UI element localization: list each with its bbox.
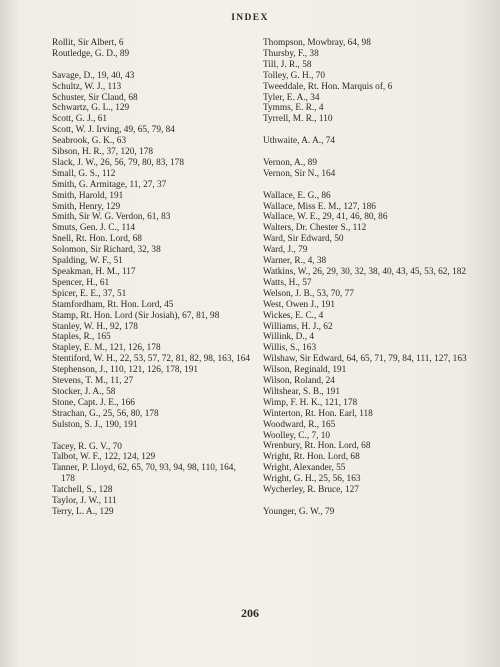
index-entry: Speakman, H. M., 117 (52, 267, 136, 278)
index-entry: Strachan, G., 25, 56, 80, 178 (52, 408, 159, 419)
index-entry: Wright, Rt. Hon. Lord, 68 (263, 452, 360, 463)
index-entry: Stapley, E. M., 121, 126, 178 (52, 343, 161, 354)
index-entry: Spicer, E. E., 37, 51 (52, 288, 127, 299)
index-entry: Ward, J., 79 (263, 245, 308, 256)
index-entry: Talbot, W. F., 122, 124, 129 (52, 452, 156, 463)
index-entry: Vernon, Sir N., 164 (263, 168, 336, 179)
index-entry: Stanley, W. H., 92, 178 (52, 321, 138, 332)
index-entry: Tatchell, S., 128 (52, 485, 113, 496)
index-entry: Scott, G. J., 61 (52, 114, 108, 125)
index-entry: Woodward, R., 165 (263, 419, 336, 430)
index-entry: Watts, H., 57 (263, 277, 312, 288)
index-group-gap (52, 431, 252, 442)
index-entry: Wilson, Reginald, 191 (263, 365, 347, 376)
index-group-gap (52, 60, 252, 71)
index-entry: Walters, Dr. Chester S., 112 (263, 223, 367, 234)
index-entry: Stevens, T. M., 11, 27 (52, 376, 134, 387)
index-entry: Tweeddale, Rt. Hon. Marquis of, 6 (263, 81, 393, 92)
index-column-left (52, 38, 252, 518)
index-entry: Wallace, W. E., 29, 41, 46, 80, 86 (263, 212, 388, 223)
index-entry: Rollit, Sir Albert, 6 (52, 38, 124, 48)
index-entry: Savage, D., 19, 40, 43 (52, 70, 135, 81)
index-entry: Stephenson, J., 110, 121, 126, 178, 191 (52, 365, 199, 376)
index-entry: Spencer, H., 61 (52, 277, 110, 288)
index-entry: Willink, D., 4 (263, 332, 315, 343)
index-entry: Vernon, A., 89 (263, 157, 317, 168)
index-column-right (263, 38, 468, 518)
index-entry: Schuster, Sir Claud, 68 (52, 92, 138, 103)
index-entry: Stocker, J. A., 58 (52, 386, 116, 397)
index-group-gap (263, 496, 468, 507)
index-entry: Wycherley, R. Bruce, 127 (263, 485, 359, 496)
index-entry: Smith, G. Armitage, 11, 27, 37 (52, 179, 167, 190)
index-entry: Ward, Sir Edward, 50 (263, 234, 344, 245)
index-entry: Tyrrell, M. R., 110 (263, 114, 333, 125)
index-entry: Younger, G. W., 79 (263, 506, 335, 517)
index-entry: Staples, R., 165 (52, 332, 111, 343)
index-entry: Smith, Henry, 129 (52, 201, 121, 212)
index-entry: Uthwaite, A. A., 74 (263, 136, 336, 147)
index-entry: Tolley, G. H., 70 (263, 70, 326, 81)
index-entry: Seabrook, G. K., 63 (52, 136, 127, 147)
index-entry: Spalding, W. F., 51 (52, 256, 123, 267)
index-entry: Winterton, Rt. Hon. Earl, 118 (263, 408, 373, 419)
index-entry: Wright, G. H., 25, 56, 163 (263, 474, 361, 485)
index-entry: Stamfordham, Rt. Hon. Lord, 45 (52, 299, 174, 310)
running-header: INDEX (231, 13, 269, 23)
index-entry: Wimp, F. H. K., 121, 178 (263, 397, 358, 408)
index-entry: Schultz, W. J., 113 (52, 81, 122, 92)
index-entry: Willis, S., 163 (263, 343, 317, 354)
index-entry: Stentiford, W. H., 22, 53, 57, 72, 81, 82, 98, 163, 164 (52, 354, 251, 365)
index-entry: Wiltshear, S. B., 191 (263, 386, 340, 397)
index-entry: Tymms, E. R., 4 (263, 103, 324, 114)
index-entry: Warner, R., 4, 38 (263, 256, 327, 267)
index-entry: Snell, Rt. Hon. Lord, 68 (52, 234, 142, 245)
index-entry: Wilson, Roland, 24 (263, 376, 335, 387)
index-group-gap (263, 180, 468, 191)
index-entry: Watkins, W., 26, 29, 30, 32, 38, 40, 43, 45, 53, 62, 182 (263, 266, 467, 277)
index-entry: Wilshaw, Sir Edward, 64, 65, 71, 79, 84, 111, 127, 163 (263, 354, 467, 365)
page-number: 206 (241, 606, 259, 620)
index-entry: Routledge, G. D., 89 (52, 48, 130, 59)
index-entry: Small, G. S., 112 (52, 168, 116, 179)
index-entry: Tacey, R. G. V., 70 (52, 441, 122, 452)
index-entry: Smith, Harold, 191 (52, 190, 124, 201)
index-entry: Woolley, C., 7, 10 (263, 430, 331, 441)
index-entry: Sibson, H. R., 37, 120, 178 (52, 147, 153, 158)
index-entry: Tyler, E. A., 34 (263, 92, 320, 103)
index-entry: Thompson, Mowbray, 64, 98 (263, 38, 371, 48)
index-entry: Scott, W. J. Irving, 49, 65, 79, 84 (52, 125, 175, 136)
index-entry: Solomon, Sir Richard, 32, 38 (52, 245, 161, 256)
index-entry: Sulston, S. J., 190, 191 (52, 419, 138, 430)
index-entry: Welson, J. B., 53, 70, 77 (263, 288, 354, 299)
index-entry: Wrenbury, Rt. Hon. Lord, 68 (263, 441, 371, 452)
index-entry: Stamp, Rt. Hon. Lord (Sir Josiah), 67, 81, 98 (52, 310, 220, 321)
index-entry: West, Owen J., 191 (263, 299, 336, 310)
index-entry: Wallace, Miss E. M., 127, 186 (263, 201, 376, 212)
index-entry: Wallace, E. G., 86 (263, 190, 331, 201)
index-entry: Stone, Capt. J. E., 166 (52, 397, 135, 408)
index-entry: Tanner, P. Lloyd, 62, 65, 70, 93, 94, 98, 110, 164, 178 (52, 463, 236, 485)
index-entry: Williams, H. J., 62 (263, 321, 333, 332)
index-entry: Schwartz, G. L., 129 (52, 103, 130, 114)
index-entry: Smuts, Gen. J. C., 114 (52, 223, 136, 234)
index-entry: Smith, Sir W. G. Verdon, 61, 83 (52, 212, 171, 223)
index-group-gap (263, 147, 468, 158)
index-entry: Wright, Alexander, 55 (263, 463, 346, 474)
index-entry: Till, J. R., 58 (263, 59, 312, 70)
index-entry: Slack, J. W., 26, 56, 79, 80, 83, 178 (52, 157, 184, 168)
index-group-gap (263, 125, 468, 136)
index-entry: Taylor, J. W., 111 (52, 496, 117, 507)
index-entry: Terry, L. A., 129 (52, 506, 114, 517)
index-entry: Thursby, F., 38 (263, 48, 319, 59)
index-entry: Wickes, E. C., 4 (263, 310, 324, 321)
